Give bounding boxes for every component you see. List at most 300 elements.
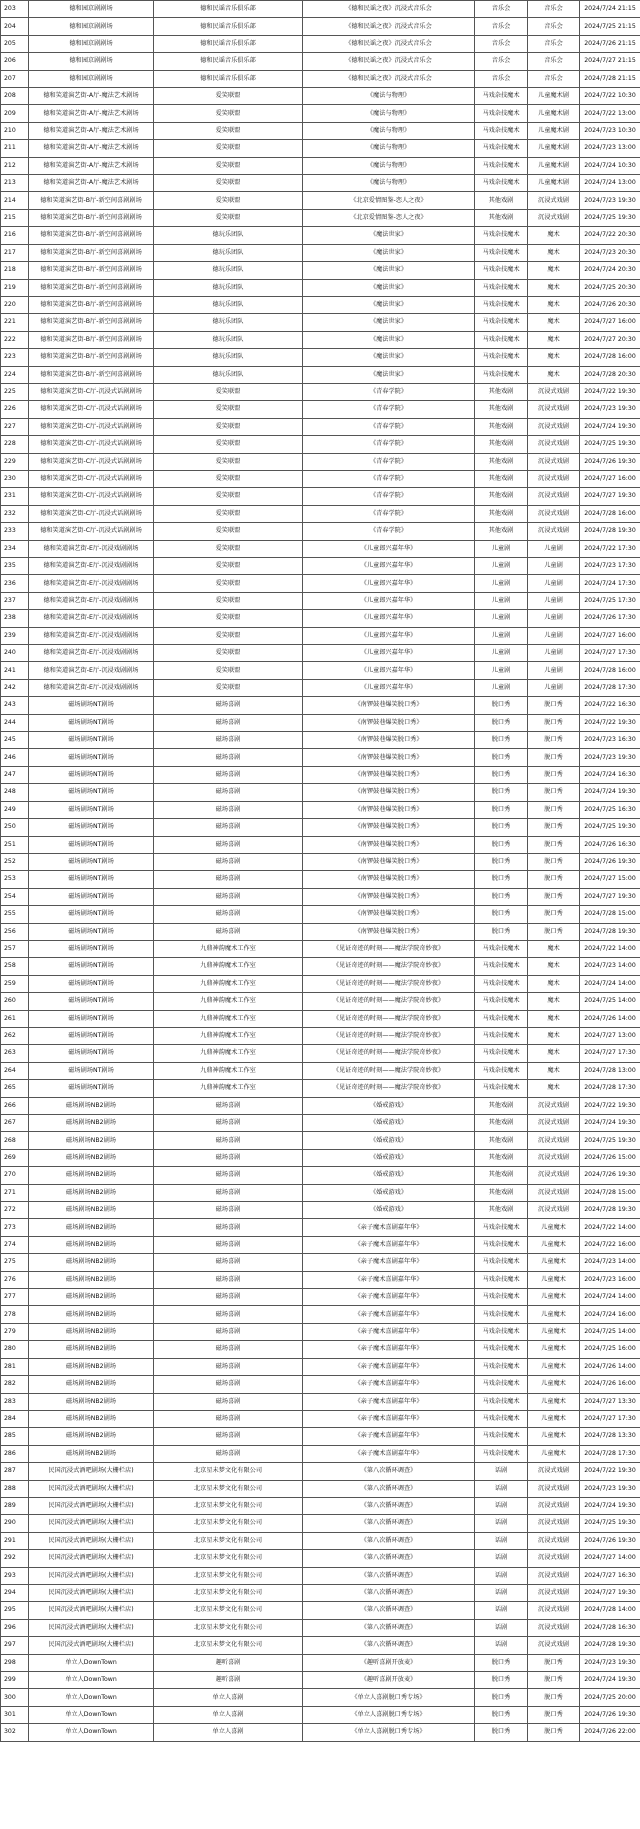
category-cell: 话剧 [475, 1584, 528, 1601]
category-cell: 脱口秀 [475, 1672, 528, 1689]
show-title-cell: 《南锣鼓巷爆笑脱口秀》 [303, 784, 475, 801]
row-number-cell: 236 [1, 575, 29, 592]
datetime-cell: 2024/7/27 19:30 [580, 1584, 640, 1601]
category-cell: 其他戏剧 [475, 1132, 528, 1149]
organizer-cell: 爱笑联盟 [154, 645, 303, 662]
category-cell: 音乐会 [475, 53, 528, 70]
sub-category-cell: 沉浸式戏剧 [528, 1584, 580, 1601]
table-row [1, 1306, 640, 1323]
show-title-cell: 《德和民谣之夜》沉浸式音乐会 [303, 18, 475, 35]
row-number-cell: 291 [1, 1532, 29, 1549]
category-cell: 马戏杂技魔术 [475, 1062, 528, 1079]
category-cell: 话剧 [475, 1480, 528, 1497]
venue-cell: 磁场剧场NT剧场 [29, 697, 154, 714]
sub-category-cell: 沉浸式戏剧 [528, 1463, 580, 1480]
table-row [1, 1149, 640, 1166]
table-row [1, 1236, 640, 1253]
sub-category-cell: 脱口秀 [528, 906, 580, 923]
sub-category-cell: 儿童剧 [528, 610, 580, 627]
row-number-cell: 220 [1, 296, 29, 313]
venue-cell: 民国沉浸式酒吧剧场(大栅栏店) [29, 1532, 154, 1549]
venue-cell: 德和笑道演艺街-E厅-沉浸戏剧剧场 [29, 662, 154, 679]
show-title-cell: 《见证奇迹的时刻——魔法学院奇妙夜》 [303, 1080, 475, 1097]
datetime-cell: 2024/7/28 15:00 [580, 906, 640, 923]
row-number-cell: 270 [1, 1167, 29, 1184]
venue-cell: 单立人DownTown [29, 1654, 154, 1671]
venue-cell: 磁场剧场NB2剧场 [29, 1428, 154, 1445]
sub-category-cell: 魔术 [528, 349, 580, 366]
sub-category-cell: 魔术 [528, 1080, 580, 1097]
organizer-cell: 北京星未梦文化有限公司 [154, 1567, 303, 1584]
organizer-cell: 德和民谣音乐俱乐部 [154, 18, 303, 35]
show-title-cell: 《南锣鼓巷爆笑脱口秀》 [303, 697, 475, 714]
sub-category-cell: 魔术 [528, 1062, 580, 1079]
organizer-cell: 磁场喜剧 [154, 1306, 303, 1323]
row-number-cell: 245 [1, 732, 29, 749]
organizer-cell: 爱笑联盟 [154, 575, 303, 592]
category-cell: 话剧 [475, 1567, 528, 1584]
category-cell: 儿童剧 [475, 558, 528, 575]
venue-cell: 磁场剧场NT剧场 [29, 819, 154, 836]
table-row [1, 1410, 640, 1427]
show-title-cell: 《青春学院》 [303, 418, 475, 435]
datetime-cell: 2024/7/26 19:30 [580, 1167, 640, 1184]
venue-cell: 民国沉浸式酒吧剧场(大栅栏店) [29, 1602, 154, 1619]
sub-category-cell: 沉浸式戏剧 [528, 1115, 580, 1132]
row-number-cell: 264 [1, 1062, 29, 1079]
sub-category-cell: 脱口秀 [528, 784, 580, 801]
organizer-cell: 爱笑联盟 [154, 209, 303, 226]
row-number-cell: 224 [1, 366, 29, 383]
table-row [1, 1497, 640, 1514]
datetime-cell: 2024/7/25 16:00 [580, 1341, 640, 1358]
row-number-cell: 203 [1, 1, 29, 18]
show-title-cell: 《趣听喜剧开放麦》 [303, 1672, 475, 1689]
organizer-cell: 磁场喜剧 [154, 1132, 303, 1149]
show-title-cell: 《南锣鼓巷爆笑脱口秀》 [303, 749, 475, 766]
row-number-cell: 301 [1, 1706, 29, 1723]
venue-cell: 磁场剧场NT剧场 [29, 993, 154, 1010]
category-cell: 话剧 [475, 1602, 528, 1619]
table-row [1, 1219, 640, 1236]
sub-category-cell: 沉浸式戏剧 [528, 1497, 580, 1514]
category-cell: 马戏杂技魔术 [475, 227, 528, 244]
table-row [1, 1202, 640, 1219]
datetime-cell: 2024/7/23 19:30 [580, 1654, 640, 1671]
sub-category-cell: 脱口秀 [528, 697, 580, 714]
venue-cell: 民国沉浸式酒吧剧场(大栅栏店) [29, 1463, 154, 1480]
venue-cell: 德和园京剧剧场 [29, 53, 154, 70]
sub-category-cell: 儿童魔术剧 [528, 88, 580, 105]
row-number-cell: 282 [1, 1376, 29, 1393]
sub-category-cell: 沉浸式戏剧 [528, 470, 580, 487]
venue-cell: 民国沉浸式酒吧剧场(大栅栏店) [29, 1515, 154, 1532]
organizer-cell: 爱笑联盟 [154, 453, 303, 470]
row-number-cell: 205 [1, 35, 29, 52]
venue-cell: 磁场剧场NT剧场 [29, 1045, 154, 1062]
row-number-cell: 248 [1, 784, 29, 801]
row-number-cell: 266 [1, 1097, 29, 1114]
category-cell: 话剧 [475, 1550, 528, 1567]
venue-cell: 磁场剧场NB2剧场 [29, 1219, 154, 1236]
datetime-cell: 2024/7/26 21:15 [580, 35, 640, 52]
sub-category-cell: 脱口秀 [528, 923, 580, 940]
organizer-cell: 爱笑联盟 [154, 88, 303, 105]
category-cell: 马戏杂技魔术 [475, 1376, 528, 1393]
organizer-cell: 九鼎神韵魔术工作室 [154, 940, 303, 957]
sub-category-cell: 儿童剧 [528, 558, 580, 575]
show-title-cell: 《魔法世家》 [303, 296, 475, 313]
row-number-cell: 287 [1, 1463, 29, 1480]
show-title-cell: 《亲子魔术喜剧嘉年华》 [303, 1306, 475, 1323]
table-row [1, 958, 640, 975]
sub-category-cell: 儿童剧 [528, 540, 580, 557]
datetime-cell: 2024/7/27 16:00 [580, 470, 640, 487]
sub-category-cell: 沉浸式戏剧 [528, 436, 580, 453]
show-title-cell: 《南锣鼓巷爆笑脱口秀》 [303, 819, 475, 836]
table-row [1, 1027, 640, 1044]
organizer-cell: 磁场喜剧 [154, 1445, 303, 1462]
show-title-cell: 《第八次循环调查》 [303, 1515, 475, 1532]
sub-category-cell: 沉浸式戏剧 [528, 1167, 580, 1184]
show-title-cell: 《亲子魔术喜剧嘉年华》 [303, 1358, 475, 1375]
show-title-cell: 《第八次循环调查》 [303, 1637, 475, 1654]
organizer-cell: 磁场喜剧 [154, 819, 303, 836]
row-number-cell: 300 [1, 1689, 29, 1706]
venue-cell: 德和园京剧剧场 [29, 1, 154, 18]
sub-category-cell: 脱口秀 [528, 766, 580, 783]
category-cell: 其他戏剧 [475, 470, 528, 487]
venue-cell: 磁场剧场NT剧场 [29, 906, 154, 923]
venue-cell: 单立人DownTown [29, 1706, 154, 1723]
table-row [1, 488, 640, 505]
table-row [1, 1376, 640, 1393]
organizer-cell: 磁场喜剧 [154, 1236, 303, 1253]
venue-cell: 民国沉浸式酒吧剧场(大栅栏店) [29, 1480, 154, 1497]
venue-cell: 德和笑道演艺街-E厅-沉浸戏剧剧场 [29, 540, 154, 557]
datetime-cell: 2024/7/25 20:00 [580, 1689, 640, 1706]
category-cell: 马戏杂技魔术 [475, 1445, 528, 1462]
category-cell: 脱口秀 [475, 836, 528, 853]
datetime-cell: 2024/7/26 14:00 [580, 1010, 640, 1027]
show-title-cell: 《儿童郎兴嘉年华》 [303, 679, 475, 696]
datetime-cell: 2024/7/24 19:30 [580, 1115, 640, 1132]
organizer-cell: 磁场喜剧 [154, 697, 303, 714]
table-row [1, 140, 640, 157]
organizer-cell: 单立人喜剧 [154, 1689, 303, 1706]
show-title-cell: 《儿童郎兴嘉年华》 [303, 645, 475, 662]
table-row [1, 70, 640, 87]
table-row [1, 35, 640, 52]
category-cell: 马戏杂技魔术 [475, 1341, 528, 1358]
show-title-cell: 《儿童郎兴嘉年华》 [303, 575, 475, 592]
table-row [1, 453, 640, 470]
category-cell: 马戏杂技魔术 [475, 1027, 528, 1044]
organizer-cell: 磁场喜剧 [154, 853, 303, 870]
row-number-cell: 279 [1, 1323, 29, 1340]
row-number-cell: 258 [1, 958, 29, 975]
organizer-cell: 爱笑联盟 [154, 140, 303, 157]
row-number-cell: 288 [1, 1480, 29, 1497]
category-cell: 脱口秀 [475, 766, 528, 783]
venue-cell: 德和笑道演艺街-E厅-沉浸戏剧剧场 [29, 679, 154, 696]
table-row [1, 1097, 640, 1114]
sub-category-cell: 魔术 [528, 331, 580, 348]
organizer-cell: 爱笑联盟 [154, 592, 303, 609]
category-cell: 脱口秀 [475, 714, 528, 731]
row-number-cell: 269 [1, 1149, 29, 1166]
row-number-cell: 286 [1, 1445, 29, 1462]
table-row [1, 1289, 640, 1306]
table-row [1, 923, 640, 940]
row-number-cell: 229 [1, 453, 29, 470]
row-number-cell: 278 [1, 1306, 29, 1323]
organizer-cell: 爱笑联盟 [154, 505, 303, 522]
table-row [1, 853, 640, 870]
datetime-cell: 2024/7/26 14:00 [580, 1358, 640, 1375]
category-cell: 马戏杂技魔术 [475, 993, 528, 1010]
datetime-cell: 2024/7/26 17:30 [580, 610, 640, 627]
show-title-cell: 《第八次循环调查》 [303, 1602, 475, 1619]
organizer-cell: 磁场喜剧 [154, 1289, 303, 1306]
row-number-cell: 211 [1, 140, 29, 157]
category-cell: 马戏杂技魔术 [475, 105, 528, 122]
category-cell: 音乐会 [475, 18, 528, 35]
category-cell: 其他戏剧 [475, 209, 528, 226]
organizer-cell: 磁场喜剧 [154, 871, 303, 888]
category-cell: 马戏杂技魔术 [475, 1219, 528, 1236]
sub-category-cell: 沉浸式戏剧 [528, 1637, 580, 1654]
organizer-cell: 九鼎神韵魔术工作室 [154, 975, 303, 992]
datetime-cell: 2024/7/28 19:30 [580, 1637, 640, 1654]
sub-category-cell: 魔术 [528, 1010, 580, 1027]
sub-category-cell: 脱口秀 [528, 714, 580, 731]
category-cell: 儿童剧 [475, 575, 528, 592]
venue-cell: 磁场剧场NT剧场 [29, 923, 154, 940]
category-cell: 其他戏剧 [475, 1149, 528, 1166]
venue-cell: 磁场剧场NB2剧场 [29, 1341, 154, 1358]
table-row [1, 279, 640, 296]
row-number-cell: 255 [1, 906, 29, 923]
venue-cell: 磁场剧场NT剧场 [29, 749, 154, 766]
datetime-cell: 2024/7/23 19:30 [580, 749, 640, 766]
table-row [1, 88, 640, 105]
row-number-cell: 256 [1, 923, 29, 940]
venue-cell: 磁场剧场NB2剧场 [29, 1376, 154, 1393]
show-title-cell: 《亲子魔术喜剧嘉年华》 [303, 1271, 475, 1288]
show-title-cell: 《见证奇迹的时刻——魔法学院奇妙夜》 [303, 1027, 475, 1044]
sub-category-cell: 沉浸式戏剧 [528, 1567, 580, 1584]
datetime-cell: 2024/7/25 19:30 [580, 436, 640, 453]
venue-cell: 德和笑道演艺街-C厅-沉浸式话剧剧场 [29, 383, 154, 400]
organizer-cell: 德和民谣音乐俱乐部 [154, 70, 303, 87]
category-cell: 话剧 [475, 1619, 528, 1636]
organizer-cell: 北京星未梦文化有限公司 [154, 1515, 303, 1532]
venue-cell: 德和笑道演艺街-B厅-新空间喜剧剧场 [29, 244, 154, 261]
sub-category-cell: 魔术 [528, 940, 580, 957]
datetime-cell: 2024/7/28 14:00 [580, 1602, 640, 1619]
show-title-cell: 《魔法世家》 [303, 227, 475, 244]
show-title-cell: 《婚戒游戏》 [303, 1115, 475, 1132]
sub-category-cell: 魔术 [528, 244, 580, 261]
row-number-cell: 240 [1, 645, 29, 662]
venue-cell: 磁场剧场NT剧场 [29, 801, 154, 818]
category-cell: 马戏杂技魔术 [475, 140, 528, 157]
row-number-cell: 253 [1, 871, 29, 888]
table-row [1, 18, 640, 35]
sub-category-cell: 沉浸式戏剧 [528, 209, 580, 226]
category-cell: 其他戏剧 [475, 488, 528, 505]
table-row [1, 871, 640, 888]
datetime-cell: 2024/7/22 19:30 [580, 1097, 640, 1114]
organizer-cell: 磁场喜剧 [154, 836, 303, 853]
table-row [1, 558, 640, 575]
show-title-cell: 《魔法世家》 [303, 314, 475, 331]
sub-category-cell: 儿童魔术 [528, 1323, 580, 1340]
row-number-cell: 230 [1, 470, 29, 487]
table-row [1, 993, 640, 1010]
sub-category-cell: 沉浸式戏剧 [528, 505, 580, 522]
show-title-cell: 《见证奇迹的时刻——魔法学院奇妙夜》 [303, 958, 475, 975]
venue-cell: 民国沉浸式酒吧剧场(大栅栏店) [29, 1567, 154, 1584]
datetime-cell: 2024/7/22 14:00 [580, 1219, 640, 1236]
table-row [1, 1689, 640, 1706]
row-number-cell: 223 [1, 349, 29, 366]
sub-category-cell: 沉浸式戏剧 [528, 1132, 580, 1149]
venue-cell: 德和笑道演艺街-A厅-魔法艺术剧场 [29, 175, 154, 192]
row-number-cell: 268 [1, 1132, 29, 1149]
table-row [1, 209, 640, 226]
table-row [1, 314, 640, 331]
show-title-cell: 《儿童郎兴嘉年华》 [303, 662, 475, 679]
organizer-cell: 磁场喜剧 [154, 749, 303, 766]
sub-category-cell: 儿童剧 [528, 627, 580, 644]
show-title-cell: 《南锣鼓巷爆笑脱口秀》 [303, 801, 475, 818]
category-cell: 脱口秀 [475, 1689, 528, 1706]
venue-cell: 磁场剧场NB2剧场 [29, 1393, 154, 1410]
show-title-cell: 《儿童郎兴嘉年华》 [303, 610, 475, 627]
show-title-cell: 《第八次循环调查》 [303, 1480, 475, 1497]
organizer-cell: 磁场喜剧 [154, 888, 303, 905]
datetime-cell: 2024/7/28 15:00 [580, 1184, 640, 1201]
row-number-cell: 261 [1, 1010, 29, 1027]
show-title-cell: 《婚戒游戏》 [303, 1132, 475, 1149]
row-number-cell: 210 [1, 122, 29, 139]
venue-cell: 单立人DownTown [29, 1689, 154, 1706]
venue-cell: 德和笑道演艺街-B厅-新空间喜剧剧场 [29, 262, 154, 279]
table-row [1, 766, 640, 783]
venue-cell: 民国沉浸式酒吧剧场(大栅栏店) [29, 1584, 154, 1601]
table-row [1, 192, 640, 209]
table-row [1, 1254, 640, 1271]
organizer-cell: 德玩乐团队 [154, 366, 303, 383]
organizer-cell: 单立人喜剧 [154, 1724, 303, 1741]
category-cell: 脱口秀 [475, 697, 528, 714]
datetime-cell: 2024/7/23 17:30 [580, 558, 640, 575]
show-title-cell: 《魔法世家》 [303, 349, 475, 366]
category-cell: 马戏杂技魔术 [475, 975, 528, 992]
datetime-cell: 2024/7/22 16:30 [580, 697, 640, 714]
venue-cell: 磁场剧场NB2剧场 [29, 1149, 154, 1166]
category-cell: 其他戏剧 [475, 418, 528, 435]
venue-cell: 磁场剧场NT剧场 [29, 836, 154, 853]
row-number-cell: 275 [1, 1254, 29, 1271]
venue-cell: 磁场剧场NT剧场 [29, 732, 154, 749]
show-title-cell: 《亲子魔术喜剧嘉年华》 [303, 1428, 475, 1445]
datetime-cell: 2024/7/25 19:30 [580, 1132, 640, 1149]
venue-cell: 磁场剧场NB2剧场 [29, 1167, 154, 1184]
sub-category-cell: 魔术 [528, 1027, 580, 1044]
category-cell: 马戏杂技魔术 [475, 88, 528, 105]
datetime-cell: 2024/7/26 22:00 [580, 1724, 640, 1741]
datetime-cell: 2024/7/22 14:00 [580, 940, 640, 957]
row-number-cell: 239 [1, 627, 29, 644]
table-row [1, 714, 640, 731]
organizer-cell: 爱笑联盟 [154, 679, 303, 696]
venue-cell: 德和笑道演艺街-C厅-沉浸式话剧剧场 [29, 505, 154, 522]
row-number-cell: 221 [1, 314, 29, 331]
row-number-cell: 257 [1, 940, 29, 957]
organizer-cell: 德玩乐团队 [154, 262, 303, 279]
datetime-cell: 2024/7/28 19:30 [580, 1202, 640, 1219]
category-cell: 脱口秀 [475, 906, 528, 923]
venue-cell: 磁场剧场NT剧场 [29, 714, 154, 731]
datetime-cell: 2024/7/23 19:30 [580, 401, 640, 418]
category-cell: 马戏杂技魔术 [475, 1410, 528, 1427]
venue-cell: 德和笑道演艺街-A厅-魔法艺术剧场 [29, 157, 154, 174]
show-title-cell: 《儿童郎兴嘉年华》 [303, 558, 475, 575]
venue-cell: 民国沉浸式酒吧剧场(大栅栏店) [29, 1619, 154, 1636]
datetime-cell: 2024/7/28 17:30 [580, 1080, 640, 1097]
sub-category-cell: 儿童魔术 [528, 1289, 580, 1306]
organizer-cell: 磁场喜剧 [154, 1410, 303, 1427]
table-row [1, 523, 640, 540]
organizer-cell: 爱笑联盟 [154, 175, 303, 192]
show-title-cell: 《婚戒游戏》 [303, 1097, 475, 1114]
show-title-cell: 《婚戒游戏》 [303, 1202, 475, 1219]
show-title-cell: 《见证奇迹的时刻——魔法学院奇妙夜》 [303, 1010, 475, 1027]
venue-cell: 民国沉浸式酒吧剧场(大栅栏店) [29, 1497, 154, 1514]
category-cell: 其他戏剧 [475, 401, 528, 418]
organizer-cell: 北京星未梦文化有限公司 [154, 1480, 303, 1497]
show-title-cell: 《德和民谣之夜》沉浸式音乐会 [303, 35, 475, 52]
datetime-cell: 2024/7/24 20:30 [580, 262, 640, 279]
venue-cell: 磁场剧场NT剧场 [29, 888, 154, 905]
datetime-cell: 2024/7/28 17:30 [580, 1445, 640, 1462]
table-row [1, 592, 640, 609]
datetime-cell: 2024/7/24 14:00 [580, 1289, 640, 1306]
datetime-cell: 2024/7/28 16:30 [580, 1619, 640, 1636]
row-number-cell: 212 [1, 157, 29, 174]
organizer-cell: 爱笑联盟 [154, 105, 303, 122]
datetime-cell: 2024/7/26 15:00 [580, 1149, 640, 1166]
row-number-cell: 262 [1, 1027, 29, 1044]
venue-cell: 德和笑道演艺街-B厅-新空间喜剧剧场 [29, 314, 154, 331]
organizer-cell: 德玩乐团队 [154, 349, 303, 366]
sub-category-cell: 魔术 [528, 262, 580, 279]
table-row [1, 1637, 640, 1654]
organizer-cell: 德玩乐团队 [154, 279, 303, 296]
sub-category-cell: 沉浸式戏剧 [528, 453, 580, 470]
sub-category-cell: 沉浸式戏剧 [528, 488, 580, 505]
row-number-cell: 208 [1, 88, 29, 105]
sub-category-cell: 脱口秀 [528, 819, 580, 836]
row-number-cell: 233 [1, 523, 29, 540]
table-row [1, 1672, 640, 1689]
table-row [1, 53, 640, 70]
table-row [1, 1167, 640, 1184]
row-number-cell: 242 [1, 679, 29, 696]
